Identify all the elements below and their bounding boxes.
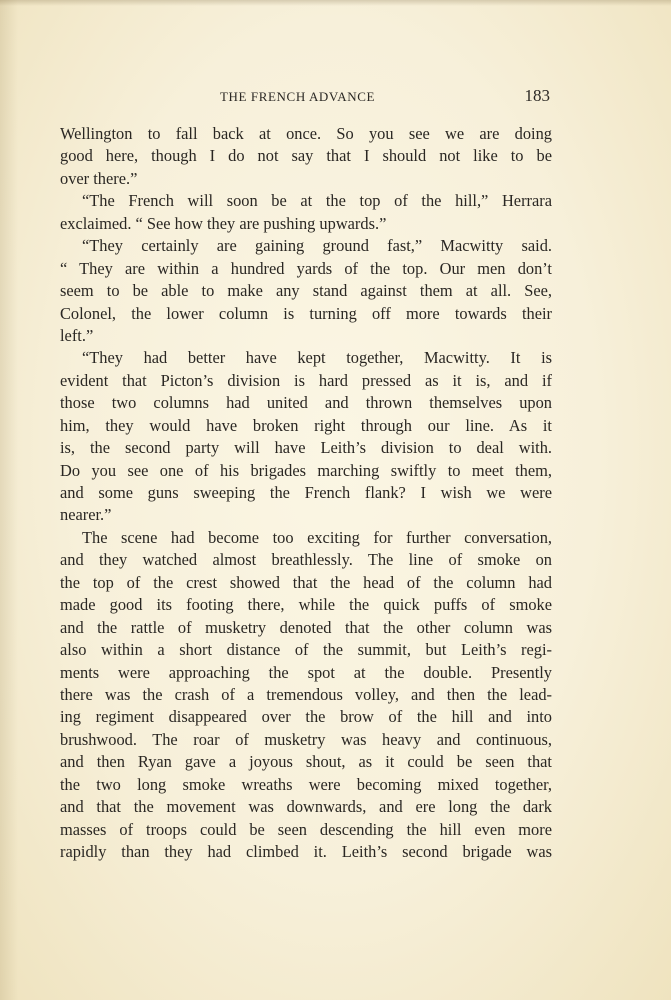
text-line: and then Ryan gave a joyous shout, as it could be seen that — [60, 752, 552, 772]
running-head — [60, 87, 550, 109]
text-line: made good its footing there, while the quick puffs of smoke — [60, 595, 552, 615]
running-title: THE FRENCH ADVANCE — [220, 89, 376, 104]
text-line: seem to be able to make any stand against them at all. See, — [60, 281, 552, 301]
text-line: ments were approaching the spot at the double. Presently — [60, 662, 552, 682]
text-line: Do you see one of his brigades marching swiftly to meet them, — [60, 460, 552, 480]
spine-shadow — [0, 0, 18, 1000]
text-line: is, the second party will have Leith’s division to deal with. — [60, 438, 552, 458]
text-line: “They certainly are gaining ground fast,” Macwitty said. — [82, 236, 552, 256]
text-line: masses of troops could be seen descending the hill even more — [60, 819, 552, 839]
text-line: evident that Picton’s division is hard pressed as it is, and if — [60, 370, 552, 390]
text-line: the top of the crest showed that the head of the column had — [60, 572, 552, 592]
text-line: also within a short distance of the summit, but Leith’s regi- — [60, 640, 552, 660]
text-line: “They had better have kept together, Macwitty. It is — [82, 348, 552, 368]
text-line: and some guns sweeping the French flank? I wish we were — [60, 483, 552, 502]
page-top-edge — [0, 0, 671, 6]
text-line: nearer.” — [60, 505, 112, 525]
text-line: him, they would have broken right through our line. As it — [60, 415, 552, 435]
text-line: and they watched almost breathlessly. The line of smoke on — [60, 550, 552, 570]
text-line: brushwood. The roar of musketry was heavy and continuous, — [60, 729, 552, 749]
text-line: Wellington to fall back at once. So you see we are doing — [60, 124, 552, 143]
text-line: rapidly than they had climbed it. Leith’s second brigade was — [60, 842, 552, 861]
text-line: left.” — [60, 325, 94, 345]
text-line: over there.” — [60, 168, 138, 188]
text-line: “ They are within a hundred yards of the top. Our men don’t — [60, 258, 552, 278]
page-number: 183 — [524, 86, 550, 105]
text-line: The scene had become too exciting for further conversation, — [82, 527, 552, 547]
text-line: Colonel, the lower column is turning off more towards their — [60, 303, 552, 323]
text-line: those two columns had united and thrown themselves upon — [60, 393, 552, 413]
text-line: ing regiment disappeared over the brow of the hill and into — [60, 707, 552, 727]
body-text — [60, 123, 552, 863]
text-line: and the rattle of musketry denoted that the other column was — [60, 617, 552, 637]
text-line: “The French will soon be at the top of the hill,” Herrara — [82, 191, 552, 211]
text-line: good here, though I do not say that I should not like to be — [60, 146, 552, 166]
text-line: and that the movement was downwards, and ere long the dark — [60, 797, 552, 817]
text-line: the two long smoke wreaths were becoming mixed together, — [60, 774, 552, 794]
text-line: there was the crash of a tremendous volley, and then the lead- — [60, 684, 552, 704]
text-line: exclaimed. “ See how they are pushing upwards.” — [60, 213, 387, 233]
